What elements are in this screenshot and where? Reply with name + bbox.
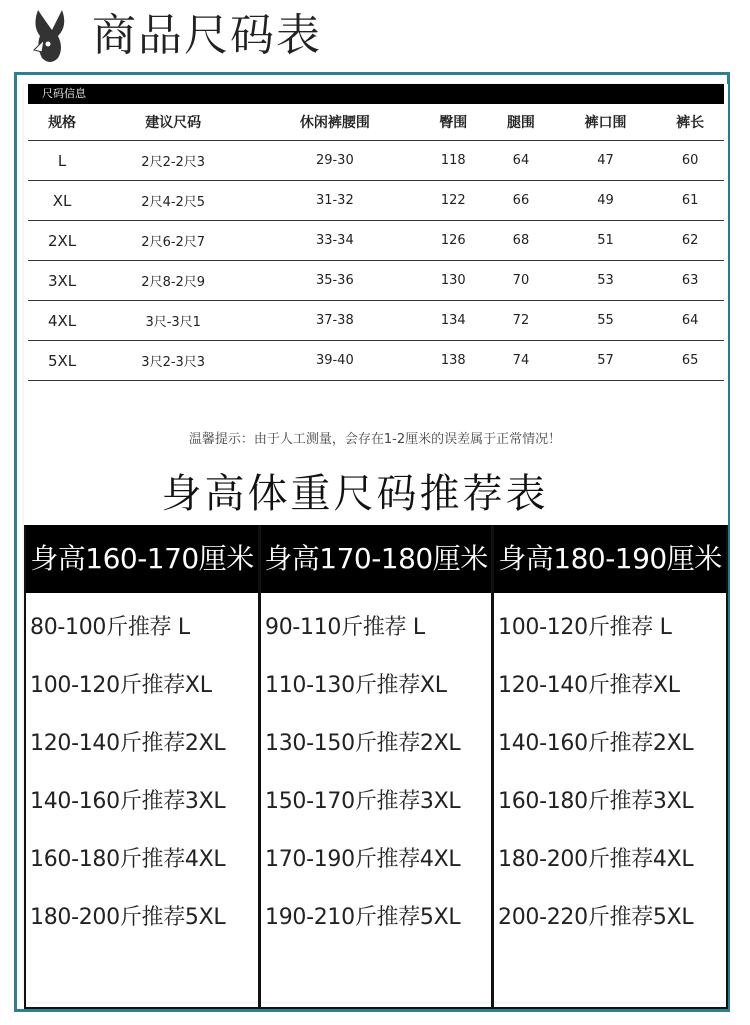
table-row xyxy=(28,261,724,301)
list-item: 100-120斤推荐 L xyxy=(498,615,672,640)
list-item: 170-190斤推荐4XL xyxy=(265,847,461,872)
list-item: 150-170斤推荐3XL xyxy=(265,789,461,814)
list-item: 120-140斤推荐XL xyxy=(498,673,680,698)
recommend-column-header: 身高180-190厘米 xyxy=(494,525,726,593)
table-cell: 3XL xyxy=(28,261,96,301)
list-item: 180-200斤推荐4XL xyxy=(498,847,694,872)
table-cell: 51 xyxy=(555,221,657,261)
table-cell: 2尺6-2尺7 xyxy=(96,221,250,261)
table-cell: 61 xyxy=(656,181,724,221)
col-header: 裤口围 xyxy=(584,115,627,131)
list-item: 80-100斤推荐 L xyxy=(30,615,190,640)
rabbit-logo-icon xyxy=(24,6,76,68)
page-title: 商品尺码表 xyxy=(92,10,322,61)
table-cell: 33-34 xyxy=(250,221,419,261)
table-cell: 4XL xyxy=(28,301,96,341)
col-header: 臀围 xyxy=(439,115,468,131)
table-cell: 118 xyxy=(419,141,487,181)
list-item: 180-200斤推荐5XL xyxy=(30,905,226,930)
table-cell: 2尺2-2尺3 xyxy=(96,141,250,181)
list-item: 160-180斤推荐3XL xyxy=(498,789,694,814)
table-cell: 63 xyxy=(656,261,724,301)
table-cell: 72 xyxy=(487,301,555,341)
table-cell: 2尺4-2尺5 xyxy=(96,181,250,221)
table-cell: 2尺8-2尺9 xyxy=(96,261,250,301)
table-cell: 57 xyxy=(555,341,657,381)
recommend-column-header: 身高160-170厘米 xyxy=(26,525,258,593)
size-info-bar: 尺码信息 xyxy=(28,84,724,104)
list-item: 200-220斤推荐5XL xyxy=(498,905,694,930)
recommend-list xyxy=(26,599,258,947)
table-cell: 31-32 xyxy=(250,181,419,221)
table-cell: 35-36 xyxy=(250,261,419,301)
table-cell: 37-38 xyxy=(250,301,419,341)
recommend-bottom-border xyxy=(24,1007,728,1009)
col-header: 规格 xyxy=(48,115,77,131)
table-cell: 60 xyxy=(656,141,724,181)
table-cell: 39-40 xyxy=(250,341,419,381)
recommend-list xyxy=(494,599,726,947)
table-cell: 49 xyxy=(555,181,657,221)
table-cell: 2XL xyxy=(28,221,96,261)
table-cell: 53 xyxy=(555,261,657,301)
recommend-title: 身高体重尺码推荐表 xyxy=(161,471,549,517)
list-item: 160-180斤推荐4XL xyxy=(30,847,226,872)
table-row xyxy=(28,341,724,381)
list-item: 90-110斤推荐 L xyxy=(265,615,425,640)
table-cell: XL xyxy=(28,181,96,221)
list-item: 100-120斤推荐XL xyxy=(30,673,212,698)
table-cell: L xyxy=(28,141,96,181)
table-cell: 64 xyxy=(487,141,555,181)
table-cell: 138 xyxy=(419,341,487,381)
size-info-table xyxy=(28,104,724,381)
table-cell: 29-30 xyxy=(250,141,419,181)
list-item: 140-160斤推荐3XL xyxy=(30,789,226,814)
table-cell: 47 xyxy=(555,141,657,181)
recommend-column xyxy=(492,525,728,1009)
recommend-column xyxy=(24,525,259,1009)
list-item: 190-210斤推荐5XL xyxy=(265,905,461,930)
list-item: 140-160斤推荐2XL xyxy=(498,731,694,756)
table-cell: 130 xyxy=(419,261,487,301)
table-cell: 66 xyxy=(487,181,555,221)
table-cell: 64 xyxy=(656,301,724,341)
recommend-grid xyxy=(24,525,728,1009)
col-header: 腿围 xyxy=(506,115,535,131)
list-item: 130-150斤推荐2XL xyxy=(265,731,461,756)
recommend-column xyxy=(259,525,492,1009)
table-cell: 134 xyxy=(419,301,487,341)
table-row xyxy=(28,141,724,181)
col-header: 裤长 xyxy=(676,115,705,131)
table-row xyxy=(28,301,724,341)
table-cell: 68 xyxy=(487,221,555,261)
table-cell: 62 xyxy=(656,221,724,261)
recommend-list xyxy=(261,599,491,947)
list-item: 120-140斤推荐2XL xyxy=(30,731,226,756)
table-cell: 3尺2-3尺3 xyxy=(96,341,250,381)
table-cell: 122 xyxy=(419,181,487,221)
col-header: 建议尺码 xyxy=(145,115,202,131)
table-cell: 55 xyxy=(555,301,657,341)
table-row xyxy=(28,221,724,261)
table-header-row xyxy=(28,104,724,141)
table-cell: 5XL xyxy=(28,341,96,381)
table-cell: 126 xyxy=(419,221,487,261)
table-cell: 74 xyxy=(487,341,555,381)
header xyxy=(0,0,750,72)
table-cell: 65 xyxy=(656,341,724,381)
recommend-column-header: 身高170-180厘米 xyxy=(261,525,491,593)
table-cell: 3尺-3尺1 xyxy=(96,301,250,341)
measurement-tip: 温馨提示：由于人工测量，会存在1-2厘米的误差属于正常情况！ xyxy=(188,432,562,447)
table-cell: 70 xyxy=(487,261,555,301)
col-header: 休闲裤腰围 xyxy=(299,115,370,131)
table-row xyxy=(28,181,724,221)
list-item: 110-130斤推荐XL xyxy=(265,673,447,698)
